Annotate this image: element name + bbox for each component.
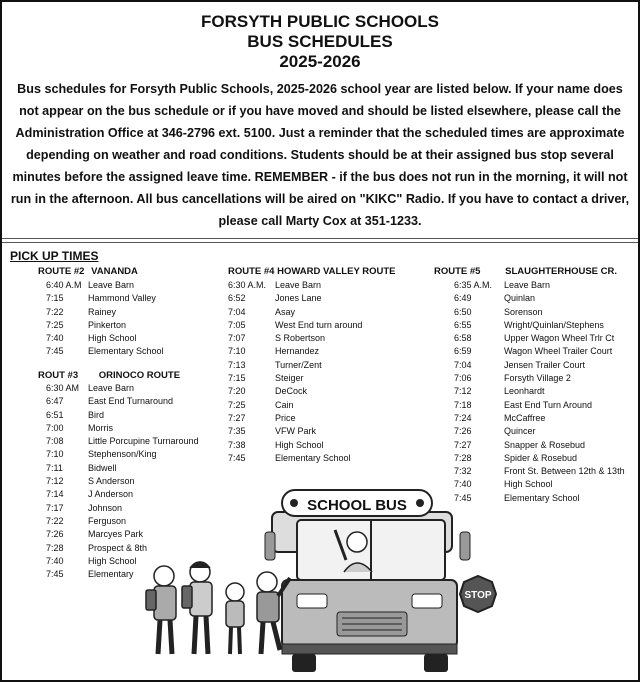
- stop-location: Spider & Rosebud: [504, 452, 578, 463]
- pickup-times-heading: PICK UP TIMES: [10, 249, 99, 263]
- route2-name: VANANDA: [91, 266, 138, 277]
- stop-time: 6:30 A.M.: [228, 280, 267, 290]
- stop-row: [434, 332, 634, 345]
- stop-location: Leave Barn: [504, 280, 551, 290]
- stop-location: Sorenson: [504, 306, 543, 317]
- stop-row: [228, 412, 428, 425]
- stop-row: [434, 279, 634, 292]
- stop-time: 7:38: [228, 439, 246, 450]
- stop-location: East End Turnaround: [88, 396, 174, 407]
- school-bus-icon: [265, 490, 470, 672]
- stop-location: Little Porcupine Turnaround: [88, 436, 199, 447]
- stop-row: [434, 372, 634, 385]
- stop-row: [434, 425, 634, 438]
- stop-time: 7:00: [46, 422, 64, 433]
- stop-location: Bidwell: [88, 462, 117, 473]
- stop-time: 6:47: [46, 396, 64, 407]
- stop-row: [434, 385, 634, 398]
- stop-row: [434, 412, 634, 425]
- children-icon: [146, 562, 290, 654]
- stop-location: High School: [504, 479, 553, 490]
- stop-row: [228, 399, 428, 412]
- stop-location: Stephenson/King: [88, 449, 157, 460]
- stop-location: Turner/Zent: [275, 359, 322, 370]
- stop-location: McCaffree: [504, 412, 546, 423]
- stop-time: 7:40: [454, 479, 472, 490]
- stop-location: Leonhardt: [504, 386, 545, 397]
- stop-location: Leave Barn: [88, 383, 135, 393]
- stop-location: Prospect & 8th: [88, 542, 148, 553]
- stop-location: Quincer: [504, 426, 536, 437]
- stop-location: Hammond Valley: [88, 293, 156, 304]
- stop-time: 7:25: [228, 399, 246, 410]
- stop-time: 7:12: [454, 386, 472, 397]
- stop-location: Wright/Quinlan/Stephens: [504, 319, 604, 330]
- stop-row: [434, 359, 634, 372]
- stop-time: 7:45: [46, 346, 64, 357]
- stop-location: DeCock: [275, 386, 308, 397]
- stop-row: [434, 292, 634, 305]
- stop-time: 6:55: [454, 319, 472, 330]
- stop-time: 6:30 AM: [46, 383, 80, 393]
- stop-row: [434, 399, 634, 412]
- stop-row: [434, 345, 634, 358]
- stop-time: 6:35 A.M.: [454, 280, 493, 290]
- stop-time: 7:18: [454, 399, 472, 410]
- stop-location: S Robertson: [275, 333, 326, 344]
- stop-row: [228, 292, 428, 305]
- stop-location: Marcyes Park: [88, 529, 144, 540]
- route3-name: ORINOCO ROUTE: [98, 370, 181, 381]
- stop-location: Leave Barn: [88, 280, 135, 290]
- stop-time: 7:27: [454, 439, 472, 450]
- stop-row: [228, 439, 428, 452]
- stop-time: 6:49: [454, 293, 472, 304]
- route4-header: ROUTE #4 HOWARD VALLEY ROUTE: [228, 266, 396, 277]
- stop-location: Price: [275, 412, 296, 423]
- route2-number: ROUTE #2: [38, 266, 85, 277]
- stop-time: 7:13: [228, 359, 246, 370]
- stop-time: 7:04: [228, 306, 246, 317]
- stop-row: [434, 452, 634, 465]
- stop-location: Rainey: [88, 306, 117, 317]
- bus-sign-text: SCHOOL BUS: [307, 497, 407, 514]
- stop-time: 7:45: [454, 492, 472, 503]
- stop-row: [228, 452, 428, 465]
- stop-row: [228, 385, 428, 398]
- stop-time: 7:05: [228, 319, 246, 330]
- stop-location: Wagon Wheel Trailer Court: [504, 346, 613, 357]
- stop-row: [228, 279, 428, 292]
- stop-location: Jensen Trailer Court: [504, 359, 586, 370]
- stop-time: 7:15: [228, 373, 246, 384]
- stop-sign-icon: [460, 576, 496, 612]
- stop-time: 7:26: [46, 529, 64, 540]
- stop-row: [38, 435, 223, 448]
- stop-row: [38, 422, 223, 435]
- stop-row: [228, 359, 428, 372]
- stop-row: [228, 332, 428, 345]
- stop-location: Elementary School: [88, 346, 164, 357]
- stop-row: [38, 279, 223, 292]
- stop-row: [434, 306, 634, 319]
- stop-time: 7:26: [454, 426, 472, 437]
- stop-location: West End turn around: [275, 319, 363, 330]
- stop-location: Snapper & Rosebud: [504, 439, 586, 450]
- stop-location: Asay: [275, 306, 296, 317]
- route2-header: [38, 266, 138, 277]
- stop-row: [38, 306, 223, 319]
- stop-location: J Anderson: [88, 489, 134, 500]
- stop-row: [38, 319, 223, 332]
- route5-header: [434, 266, 617, 277]
- stop-time: 7:25: [46, 319, 64, 330]
- stop-location: Elementary School: [275, 452, 351, 463]
- stop-row: [228, 319, 428, 332]
- stop-location: Ferguson: [88, 515, 127, 526]
- stop-time: 7:45: [228, 452, 246, 463]
- stop-location: Johnson: [88, 502, 123, 513]
- stop-time: 7:14: [46, 489, 64, 500]
- stop-row: [38, 395, 223, 408]
- route3-header: [38, 370, 180, 381]
- stop-location: East End Turn Around: [504, 399, 593, 410]
- stop-location: Hernandez: [275, 346, 320, 357]
- stop-location: Elementary School: [504, 492, 580, 503]
- route5-number: ROUTE #5: [434, 266, 481, 277]
- stop-time: 7:11: [46, 462, 63, 473]
- stop-location: High School: [88, 555, 137, 566]
- stop-time: 7:35: [228, 426, 246, 437]
- stop-time: 6:50: [454, 306, 472, 317]
- stop-time: 7:20: [228, 386, 246, 397]
- stop-location: Cain: [275, 399, 294, 410]
- stop-location: Leave Barn: [275, 280, 322, 290]
- stop-location: Upper Wagon Wheel Trlr Ct: [504, 333, 615, 344]
- stop-time: 7:40: [46, 333, 64, 344]
- stop-time: 7:10: [228, 346, 246, 357]
- stop-row: [38, 332, 223, 345]
- stop-row: [228, 345, 428, 358]
- stop-location: VFW Park: [275, 426, 317, 437]
- stop-row: [434, 439, 634, 452]
- stop-time: 7:06: [454, 373, 472, 384]
- stop-row: [38, 292, 223, 305]
- stop-time: 7:32: [454, 466, 472, 477]
- stop-location: S Anderson: [88, 476, 135, 487]
- stop-row: [228, 372, 428, 385]
- heading-school-year: 2025-2026: [279, 52, 361, 71]
- stop-time: 7:07: [228, 333, 246, 344]
- stop-time: 7:40: [46, 555, 64, 566]
- stop-time: 7:27: [228, 412, 246, 423]
- stop-time: 6:52: [228, 293, 246, 304]
- stop-location: High School: [275, 439, 324, 450]
- stop-time: 7:28: [454, 452, 472, 463]
- stop-location: Forsyth Village 2: [504, 373, 571, 384]
- stop-sign-text: STOP: [464, 590, 492, 601]
- stop-row: [38, 409, 223, 422]
- stop-location: Elementary: [88, 569, 134, 580]
- intro-paragraph: Bus schedules for Forsyth Public Schools, 2025-2026 school year are listed below. If your name does not appear on the bus schedule or if you have moved and should be listed elsewhere, please call the Administration Office at 346-2796 ext. 5100. Just a reminder that the scheduled times are approximate depending on weather and road conditions. Students should be at their assigned bus stop several minutes before the assigned leave time. REMEMBER - if the bus does not run in the morning, it will not run in the afternoon. All bus cancellations will be aired on "KIKC" Radio. If you have to contact a driver, please call Marty Cox at 351-1233.: [10, 82, 630, 228]
- stop-time: 6:51: [46, 409, 64, 420]
- stop-location: Front St. Between 12th & 13th: [504, 466, 625, 477]
- stop-location: Morris: [88, 422, 113, 433]
- stop-row: [228, 425, 428, 438]
- stop-time: 6:59: [454, 346, 472, 357]
- stop-location: High School: [88, 333, 137, 344]
- stop-row: [38, 448, 223, 461]
- stop-time: 6:40 A.M: [46, 280, 82, 290]
- route2-stop-list: [38, 279, 223, 359]
- stop-time: 7:04: [454, 359, 472, 370]
- divider: [2, 242, 638, 243]
- stop-time: 7:12: [46, 476, 64, 487]
- stop-time: 7:45: [46, 569, 64, 580]
- stop-row: [38, 345, 223, 358]
- stop-time: 7:08: [46, 436, 64, 447]
- route5-name: SLAUGHTERHOUSE CR.: [505, 266, 618, 277]
- stop-time: 7:10: [46, 449, 64, 460]
- stop-row: [38, 382, 223, 395]
- route4-stop-list: [228, 279, 428, 465]
- stop-row: [228, 306, 428, 319]
- route3-number: ROUT #3: [38, 370, 79, 381]
- stop-time: 7:28: [46, 542, 64, 553]
- stop-time: 7:22: [46, 515, 64, 526]
- divider: [2, 238, 638, 239]
- heading-district: FORSYTH PUBLIC SCHOOLS: [200, 12, 439, 31]
- stop-time: 7:24: [454, 412, 472, 423]
- stop-time: 6:58: [454, 333, 472, 344]
- stop-location: Pinkerton: [88, 319, 127, 330]
- stop-time: 7:22: [46, 306, 64, 317]
- stop-location: Quinlan: [504, 293, 536, 304]
- stop-location: Steiger: [275, 373, 304, 384]
- stop-row: [434, 319, 634, 332]
- school-bus-illustration: [132, 472, 502, 677]
- stop-location: Bird: [88, 409, 105, 420]
- heading-bus-schedules: BUS SCHEDULES: [247, 32, 393, 51]
- stop-time: 7:15: [46, 293, 64, 304]
- stop-time: 7:17: [46, 502, 64, 513]
- stop-location: Jones Lane: [275, 293, 322, 304]
